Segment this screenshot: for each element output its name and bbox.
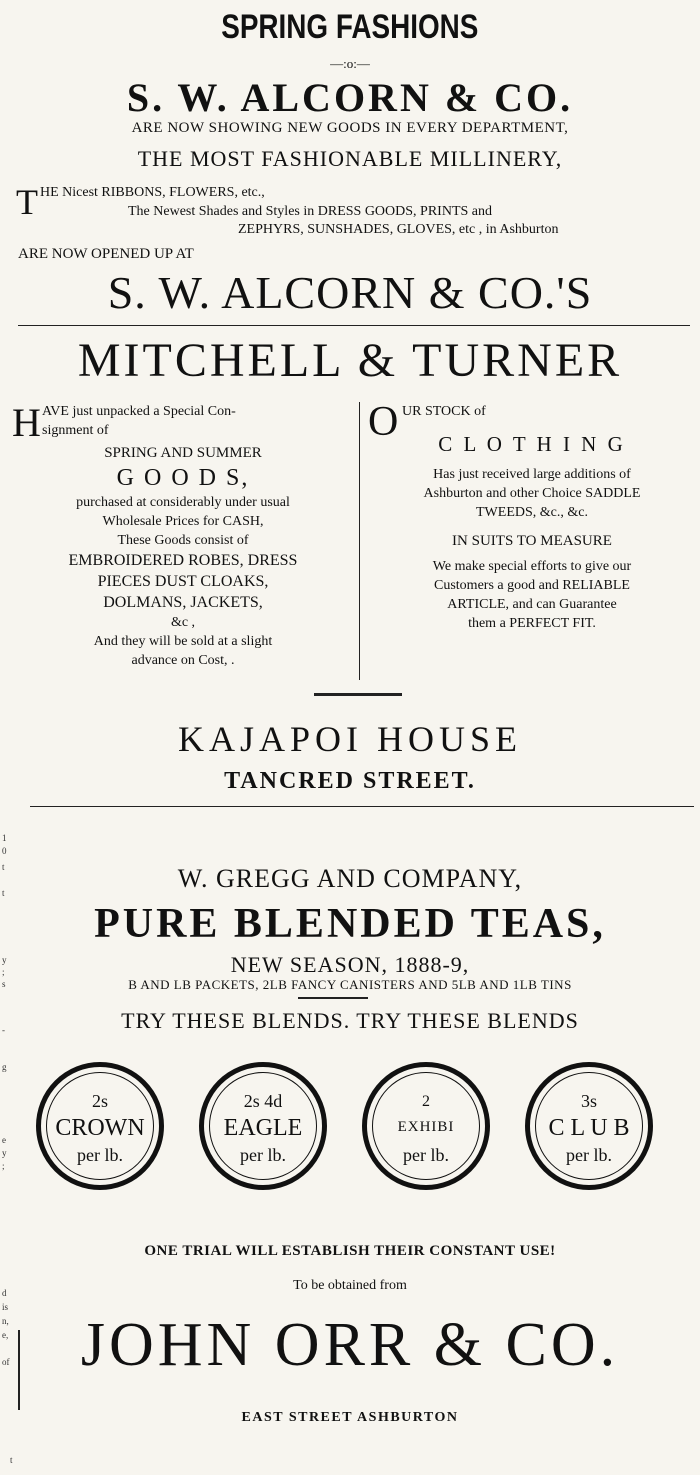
margin-fragment: s [2, 979, 6, 989]
gregg-teas: PURE BLENDED TEAS, [94, 901, 606, 947]
divider-rule-1 [18, 325, 690, 326]
gregg-address: EAST STREET ASHBURTON [241, 1410, 459, 1425]
right-line: Has just received large additions of [433, 467, 631, 482]
left-line: EMBROIDERED ROBES, DRESS [68, 552, 298, 569]
left-line: SPRING AND SUMMER [104, 445, 262, 461]
right-line: C L O T H I N G [438, 432, 626, 456]
stamp-name: EAGLE [223, 1115, 303, 1141]
left-dropcap: H [12, 400, 41, 445]
margin-fragment: e [2, 1135, 6, 1145]
margin-fragment: - [2, 1025, 5, 1035]
ornament-rule-2 [298, 997, 368, 999]
alcorn-line-3: ZEPHYRS, SUNSHADES, GLOVES, etc , in Ashburton [238, 222, 559, 237]
margin-fragment: ; [2, 1161, 5, 1171]
mitchell-firm-name: MITCHELL & TURNER [77, 334, 623, 387]
margin-fragment: 1 [2, 833, 7, 843]
right-line: them a PERFECT FIT. [468, 616, 596, 631]
margin-fragment: is [2, 1302, 9, 1312]
mitchell-left-column [8, 402, 358, 670]
gregg-season: NEW SEASON, 1888-9, [230, 952, 470, 977]
tea-stamp-eagle [199, 1062, 327, 1190]
stamp-name: EXHIBI [397, 1119, 455, 1135]
right-line: IN SUITS TO MEASURE [452, 533, 612, 549]
john-orr-co: JOHN ORR & CO. [80, 1311, 620, 1379]
margin-fragment: e, [2, 1330, 9, 1340]
tea-stamp-exhibition [362, 1062, 490, 1190]
right-dropcap: O [368, 399, 399, 445]
alcorn-now-showing: ARE NOW SHOWING NEW GOODS IN EVERY DEPARTMENT, [131, 120, 569, 136]
alcorn-heading: SPRING FASHIONS [221, 8, 479, 46]
stamp-name: C L U B [548, 1115, 630, 1141]
margin-fragment: t [2, 888, 5, 898]
margin-fragment: of [2, 1357, 10, 1367]
column-divider [359, 402, 360, 680]
right-line: Customers a good and RELIABLE [434, 578, 630, 593]
alcorn-dropcap: T [16, 182, 38, 222]
alcorn-line-2: The Newest Shades and Styles in DRESS GOODS, PRINTS and [128, 204, 492, 219]
alcorn-firm-name-2: S. W. ALCORN & CO.'S [107, 267, 593, 318]
left-line: And they will be sold at a slight [93, 634, 273, 649]
stamp-name: CROWN [55, 1115, 145, 1141]
left-line: purchased at considerably under usual [76, 495, 290, 510]
ornament-rule [314, 693, 402, 696]
gregg-obtained: To be obtained from [293, 1278, 407, 1293]
tea-stamp-club [525, 1062, 653, 1190]
right-line: Ashburton and other Choice SADDLE [423, 486, 641, 501]
left-line: DOLMANS, JACKETS, [103, 594, 263, 611]
margin-fragment: d [2, 1288, 7, 1298]
right-line: ARTICLE, and can Guarantee [447, 597, 617, 612]
alcorn-divider: —:o:— [330, 56, 370, 71]
margin-fragment: y [2, 955, 7, 965]
left-line: AVE just unpacked a Special Con- [42, 404, 236, 419]
margin-fragment: n, [2, 1316, 9, 1326]
left-line: G O O D S, [116, 465, 250, 491]
alcorn-line-1: HE Nicest RIBBONS, FLOWERS, etc., [40, 185, 265, 200]
margin-fragment: t [10, 1455, 13, 1465]
mitchell-right-column [364, 399, 700, 633]
tancred-street: TANCRED STREET. [224, 768, 476, 794]
gregg-company: W. GREGG AND COMPANY, [177, 864, 523, 893]
right-line: UR STOCK of [402, 404, 486, 419]
alcorn-opened: ARE NOW OPENED UP AT [18, 246, 194, 262]
stamp-unit: per lb. [240, 1145, 286, 1165]
gregg-try-blends: TRY THESE BLENDS. TRY THESE BLENDS [121, 1008, 579, 1033]
left-line: advance on Cost, . [131, 653, 235, 668]
margin-fragments [0, 0, 20, 1475]
gregg-packets: B AND LB PACKETS, 2LB FANCY CANISTERS AND 5LB AND 1LB TINS [128, 977, 572, 992]
left-line: signment of [42, 423, 109, 438]
stamp-unit: per lb. [403, 1145, 449, 1165]
left-line: Wholesale Prices for CASH, [102, 514, 264, 529]
right-line: We make special efforts to give our [432, 559, 632, 574]
kajapoi-house: KAJAPOI HOUSE [177, 719, 523, 759]
stamp-price: 3s [580, 1091, 597, 1111]
stamp-price: 2s 4d [243, 1091, 283, 1111]
divider-rule-2 [30, 806, 694, 807]
stamp-unit: per lb. [77, 1145, 123, 1165]
gregg-trial: ONE TRIAL WILL ESTABLISH THEIR CONSTANT USE! [144, 1243, 556, 1259]
left-line: These Goods consist of [117, 533, 249, 548]
right-line: TWEEDS, &c., &c. [476, 505, 588, 520]
tea-stamp-crown [36, 1062, 164, 1190]
margin-fragment: 0 [2, 846, 7, 856]
margin-fragment: y [2, 1148, 7, 1158]
alcorn-firm-name: S. W. ALCORN & CO. [126, 75, 574, 120]
alcorn-millinery: THE MOST FASHIONABLE MILLINERY, [137, 146, 563, 171]
margin-rule [18, 1330, 20, 1410]
margin-fragment: t [2, 862, 5, 872]
stamp-price: 2s [91, 1091, 108, 1111]
stamp-price: 2 [422, 1093, 430, 1110]
stamp-unit: per lb. [566, 1145, 612, 1165]
margin-fragment: g [2, 1062, 7, 1072]
margin-fragment: ; [2, 967, 5, 977]
left-line: &c , [170, 615, 196, 630]
left-line: PIECES DUST CLOAKS, [97, 573, 269, 590]
